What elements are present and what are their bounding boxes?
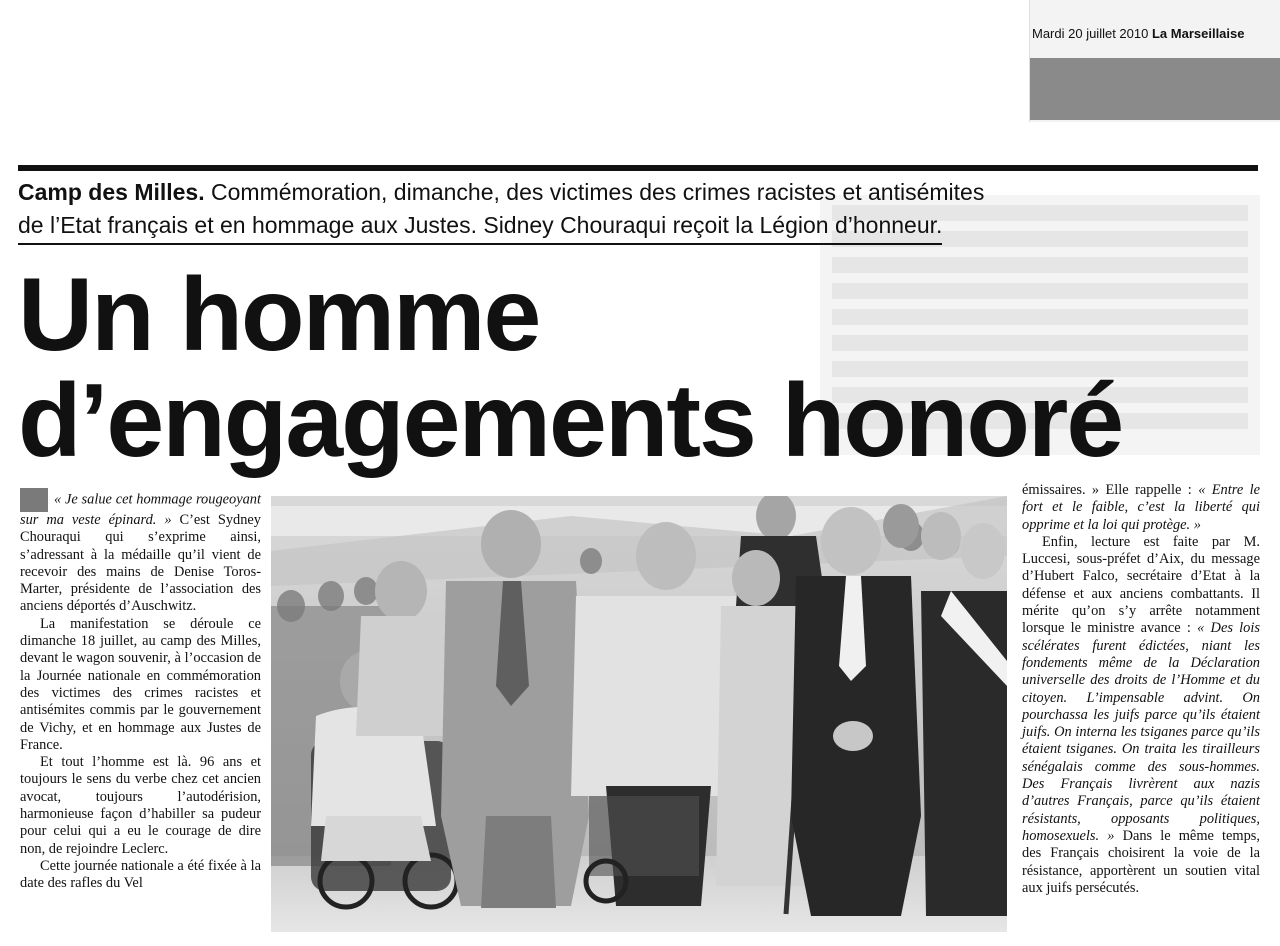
right-p2-quote: « Des lois scélérates furent édictées, niant les fondements même de la Déclaration universelle des droits de l’Homme et du citoyen. L’impensable advint. On pourchassa les juifs parce qu’ils étaient juifs. On interna les tsiganes parce qu’ils étaient tsiganes. On traita les tirailleurs sénégalais comme des sous-hommes. Des Français livrèrent aux nazis d’autres Français, parce qu’ils étaient résistants, opposants politiques, homosexuels. » [1022,620,1260,844]
ceremony-photo-drawing [271,496,1007,932]
ceremony-photo [271,496,1007,932]
right-text-column [1022,482,1260,897]
headline-line-1: Un homme [18,257,540,373]
right-p1-text: émissaires. » Elle rappelle : [1022,482,1192,498]
headline [18,257,1123,479]
left-paragraph-1 [20,488,261,616]
masthead-date: Mardi 20 juillet 2010 [1032,26,1149,41]
left-p1-quote: « Je salue cet hommage rougeoyant sur ma veste épinard. » [20,491,261,528]
article-deck [18,176,1258,245]
masthead-gray-block [1030,58,1280,120]
left-paragraph-3: Et tout l’homme est là. 96 ans et toujours le sens du verbe chez cet ancien avocat, toujours l’autodérision, harmonieuse façon d’habiller sa pudeur pour celui qui a eu le courage de dire non, de rejoindre Leclerc. [20,754,261,857]
right-p2-text-a: Enfin, lecture est faite par M. Luccesi, sous-préfet d’Aix, du message d’Hubert Falco, secrétaire d’Etat à la défense et aux anciens combattants. Il mérite qu’on s’y arrête notamment lorsque le ministre avance : [1022,533,1260,637]
masthead-newspaper: La Marseillaise [1151,26,1245,41]
left-text-column [20,488,261,893]
left-p1-text: C’est Sydney Chouraqui qui s’exprime ainsi, s’adressant à la médaille qu’il vient de recevoir des mains de Denise Toros-Marter, présidente de l’association des anciens déportés d’Auschwitz. [20,512,261,615]
deck-line-2: de l’Etat français et en hommage aux Justes. Sidney Chouraqui reçoit la Légion d’honneur. [18,209,942,245]
masthead-line [1032,26,1244,41]
top-rule [18,165,1258,171]
right-p1-quote: « Entre le fort et le faible, c’est la liberté qui opprime et la loi qui protège. » [1022,482,1260,533]
right-paragraph-2 [1022,534,1260,897]
right-paragraph-1 [1022,482,1260,534]
right-p2-text-b: Dans le même temps, des Français choisirent la voie de la résistance, apportèrent un soutien vital aux juifs persécutés. [1022,827,1260,896]
paragraph-marker-square [20,488,48,512]
left-paragraph-4: Cette journée nationale a été fixée à la date des rafles du Vel [20,857,261,892]
deck-kicker: Camp des Milles. [18,179,205,205]
headline-line-2: d’engagements honoré [18,363,1123,479]
deck-text-1: Commémoration, dimanche, des victimes des crimes racistes et antisémites [211,179,985,205]
left-paragraph-2: La manifestation se déroule ce dimanche 18 juillet, au camp des Milles, devant le wagon souvenir, à l’occasion de la Journée nationale en commémoration des victimes des crimes racistes et antisémites commis par le gouvernement de Vichy, et en hommage aux Justes de France. [20,615,261,753]
masthead-strip [1029,0,1280,122]
deck-line-1 [18,176,1258,209]
